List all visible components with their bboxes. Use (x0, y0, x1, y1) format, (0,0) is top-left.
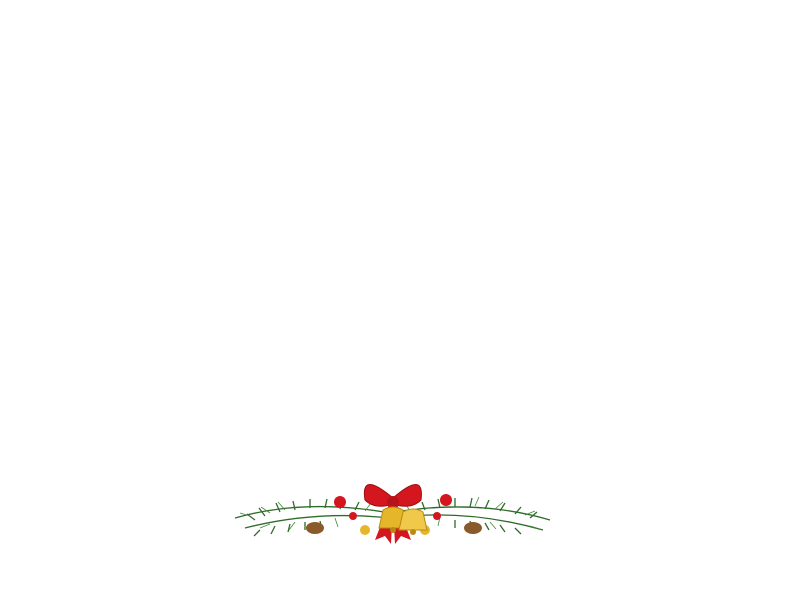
christmas-garland-illustration (225, 458, 560, 558)
right-text-column (418, 72, 756, 89)
left-tree-border (0, 0, 34, 600)
left-text-column (49, 108, 391, 125)
right-tree-border (766, 0, 800, 600)
top-tree-border (0, 0, 800, 34)
bottom-tree-border (0, 560, 800, 594)
